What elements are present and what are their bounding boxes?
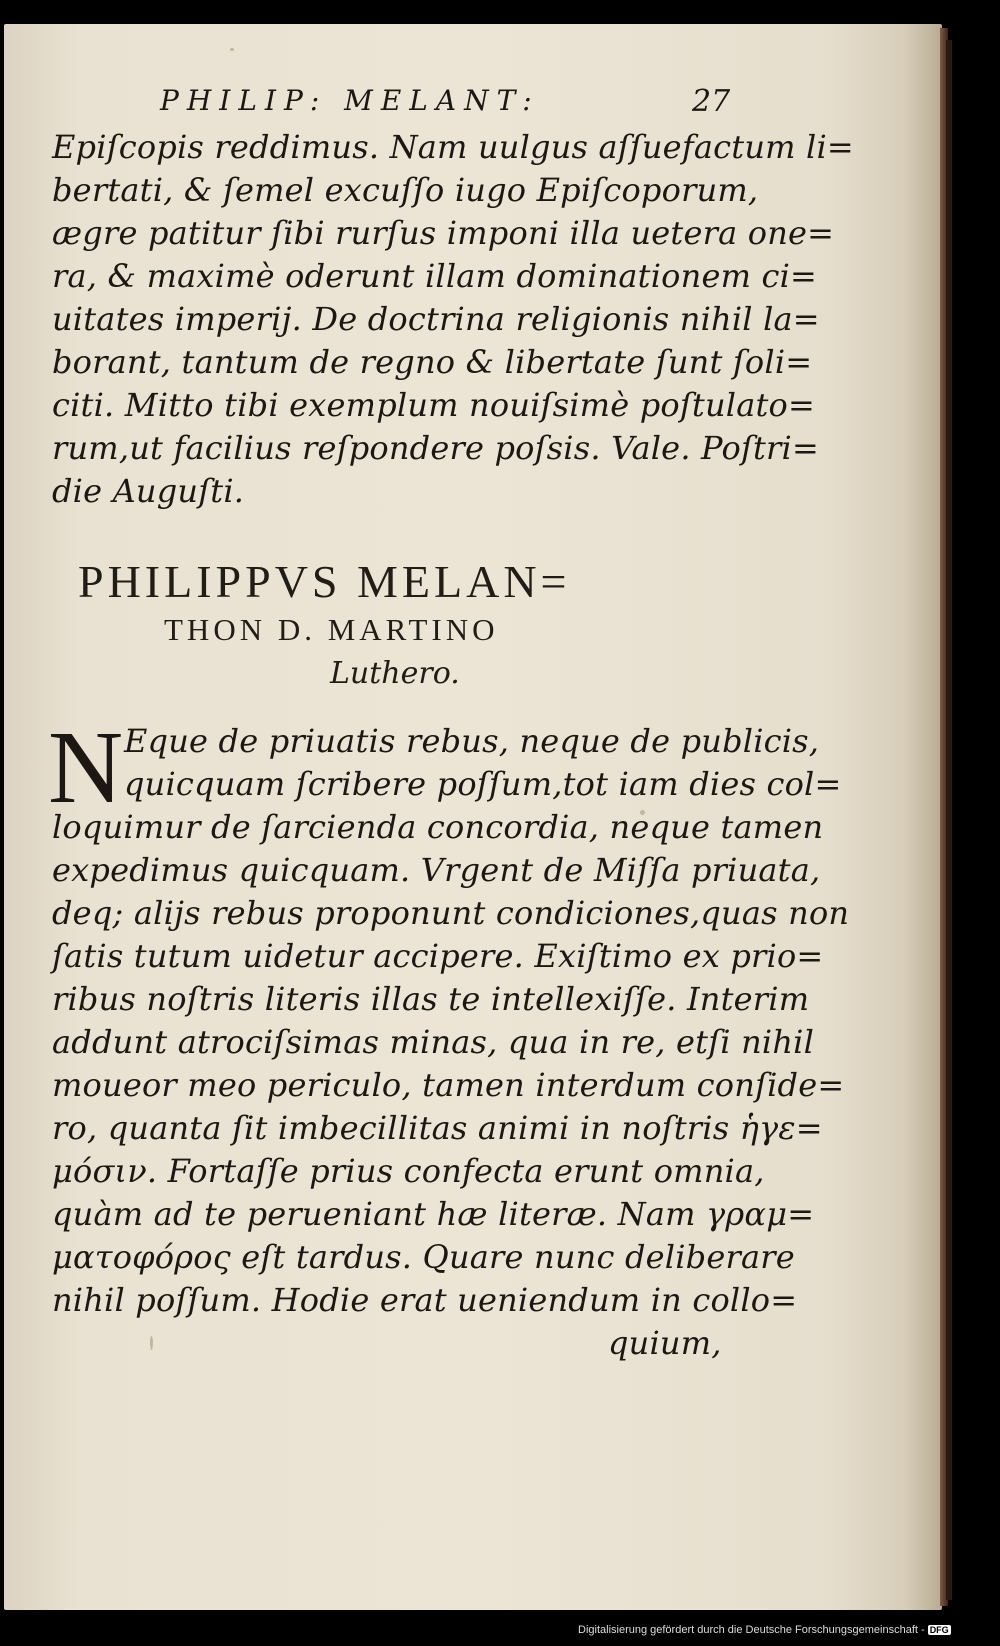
letter-heading-line-1: PHILIPPVS MELAN= (78, 556, 571, 607)
paper-speck (230, 48, 234, 51)
text-line: die Auguſti. (52, 472, 245, 510)
digitization-credit (578, 1624, 951, 1636)
letter-heading-line-2: THON D. MARTINO (164, 612, 499, 647)
drop-capital: N (48, 710, 124, 825)
dfg-logo: DFG (929, 1625, 949, 1635)
text-line: borant, tantum de regno & libertate ſunt ſoli= (52, 343, 813, 381)
text-line: nihil poſſum. Hodie erat ueniendum in collo= (52, 1281, 798, 1319)
letter-heading-line-3: Luthero. (330, 656, 460, 691)
text-line: μόσιν. Fortaſſe prius confecta erunt omnia, (52, 1152, 765, 1190)
text-line: ſatis tutum uidetur accipere. Exiſtimo ex prio= (52, 937, 824, 975)
text-line: uitates imperij. De doctrina religionis nihil la= (52, 300, 820, 338)
text-line: citi. Mitto tibi exemplum nouiſsimè poſtulato= (52, 386, 816, 424)
text-line: quicquam ſcribere poſſum,tot iam dies col= (124, 765, 842, 803)
running-title: PHILIP: MELANT: (160, 84, 540, 117)
paper-speck (150, 1336, 153, 1350)
text-line: loquimur de ſarcienda concordia, neque tamen (52, 808, 824, 846)
text-line: bertati, & ſemel excuſſo iugo Epiſcoporum, (52, 171, 759, 209)
text-line: deq; alijs rebus proponunt condiciones,quas non (52, 894, 850, 932)
book-cover-edge (946, 40, 952, 1600)
text-line: ægre patitur ſibi rurſus imponi illa uetera one= (52, 214, 835, 252)
text-line: moueor meo periculo, tamen interdum conſide= (52, 1066, 845, 1104)
text-line: addunt atrociſsimas minas, qua in re, etſi nihil (52, 1023, 815, 1061)
credit-text: Digitalisierung gefördert durch die Deutsche Forschungsgemeinschaft - (578, 1624, 925, 1636)
text-line: ματοφόρος eſt tardus. Quare nunc deliberare (52, 1238, 795, 1276)
catchword: quium, (608, 1324, 722, 1362)
text-line: ribus noſtris literis illas te intellexiſſe. Interim (52, 980, 810, 1018)
text-line: ra, & maximè oderunt illam dominationem ci= (52, 257, 818, 295)
text-line: quàm ad te perueniant hæ literæ. Nam γραμ= (52, 1195, 815, 1233)
text-line: Eque de priuatis rebus, neque de publicis, (124, 722, 820, 760)
page-number: 27 (692, 84, 731, 119)
text-line: rum,ut facilius reſpondere poſsis. Vale. Poſtri= (52, 429, 820, 467)
text-line: ro, quanta ſit imbecillitas animi in noſtris ἡγε= (52, 1109, 823, 1147)
text-line: Epiſcopis reddimus. Nam uulgus aſſuefactum li= (52, 128, 854, 166)
text-line: expedimus quicquam. Vrgent de Miſſa priuata, (52, 851, 821, 889)
